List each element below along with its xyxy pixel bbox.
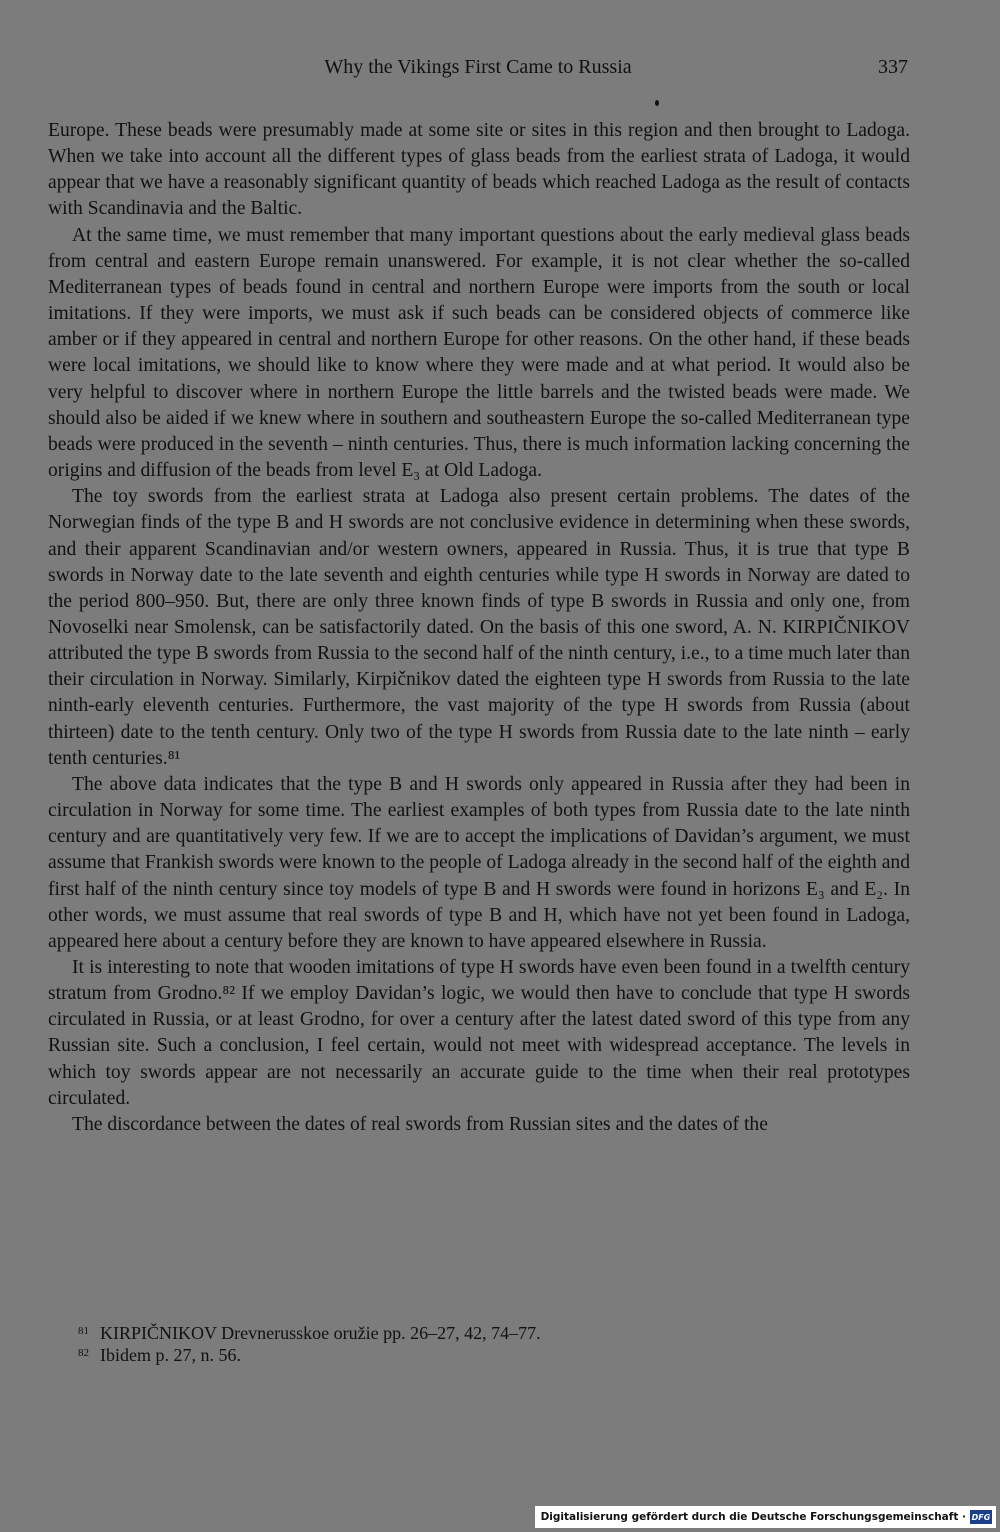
credit-text: Digitalisierung gefördert durch die Deutsche Forschungsgemeinschaft ·	[540, 1511, 966, 1523]
page-number: 337	[878, 56, 908, 78]
footnote	[78, 1322, 541, 1344]
footnote-number: 81	[78, 1325, 89, 1337]
running-title: Why the Vikings First Came to Russia	[324, 56, 632, 78]
page-header	[48, 56, 908, 86]
footnotes	[78, 1322, 541, 1366]
paragraph: The toy swords from the earliest strata at Ladoga also present certain problems. The dates of the Norwegian finds of the type B and H swords are not conclusive evidence in determining when these swords, and their apparent Scandinavian and/or western owners, appeared in Russia. Thus, it is true that type B swords in Norway date to the late seventh and eighth centuries while type H swords in Norway are dated to the period 800–950. But, there are only three known finds of type B swords in Russia and only one, from Novoselki near Smolensk, can be satisfactorily dated. On the basis of this one sword, A. N. KIRPIČNIKOV attributed the type B swords from Russia to the second half of the ninth century, i.e., to a time much later than their circulation in Norway. Similarly, Kirpičnikov dated the eighteen type H swords from Russia to the late ninth-early eleventh centuries. Furthermore, the vast majority of the type H swords from Russia (about thirteen) date to the tenth century. Only two of the type H swords from Russia date to the late ninth – early tenth centuries.⁸¹	[48, 486, 910, 769]
dfg-logo: DFG	[970, 1510, 992, 1524]
paragraph: Europe. These beads were presumably made at some site or sites in this region and then brought to Ladoga. When we take into account all the different types of glass beads from the earliest strata of Ladoga, it would appear that we have a reasonably significant quantity of beads which reached Ladoga as the result of contacts with Scandinavia and the Baltic.	[48, 120, 910, 220]
digitization-credit	[535, 1506, 996, 1528]
ink-speck	[655, 100, 659, 106]
footnote-text: KIRPIČNIKOV Drevnerusskoe oružie pp. 26–27, 42, 74–77.	[100, 1323, 541, 1343]
footnote	[78, 1344, 541, 1366]
paragraph: It is interesting to note that wooden imitations of type H swords have even been found in a twelfth century stratum from Grodno.⁸² If we employ Davidan’s logic, we would then have to conclude that type H swords circulated in Russia, or at least Grodno, for over a century after the latest dated sword of this type from any Russian site. Such a conclusion, I feel certain, would not meet with widespread acceptance. The levels in which toy swords appear are not necessarily an accurate guide to the time when their real prototypes circulated.	[48, 957, 910, 1109]
footnote-number: 82	[78, 1347, 89, 1359]
paragraph: The discordance between the dates of real swords from Russian sites and the dates of the	[72, 1113, 768, 1135]
paragraph: At the same time, we must remember that many important questions about the early medieval glass beads from central and eastern Europe remain unanswered. For example, it is not clear whether the so-called Mediterranean types of beads found in central and northern Europe were imports from the south or local imitations. If they were imports, we must ask if such beads can be considered objects of commerce like amber or if they appeared in central and northern Europe for other reasons. On the other hand, if these beads were local imitations, we should like to know where they were made and at what period. It would also be very helpful to discover where in northern Europe the little barrels and the twisted beads were made. We should also be aided if we knew where in southern and southeastern Europe the so-called Mediterranean type beads were produced in the seventh – ninth centuries. Thus, there is much information lacking concerning the origins and diffusion of the beads from level E₃ at Old Ladoga.	[48, 224, 910, 482]
body-text	[48, 118, 910, 1138]
paragraph: The above data indicates that the type B and H swords only appeared in Russia after they had been in circulation in Norway for some time. The earliest examples of both types from Russia date to the late ninth century and are quantitatively very few. If we are to accept the implications of Davidan’s argument, we must assume that Frankish swords were known to the people of Ladoga already in the second half of the eighth and first half of the ninth century since toy models of type B and H swords were found in horizons E₃ and E₂. In other words, we must assume that real swords of type B and H, which have not yet been found in Ladoga, appeared here about a century before they are known to have appeared elsewhere in Russia.	[48, 773, 910, 952]
footnote-text: Ibidem p. 27, n. 56.	[100, 1345, 241, 1365]
